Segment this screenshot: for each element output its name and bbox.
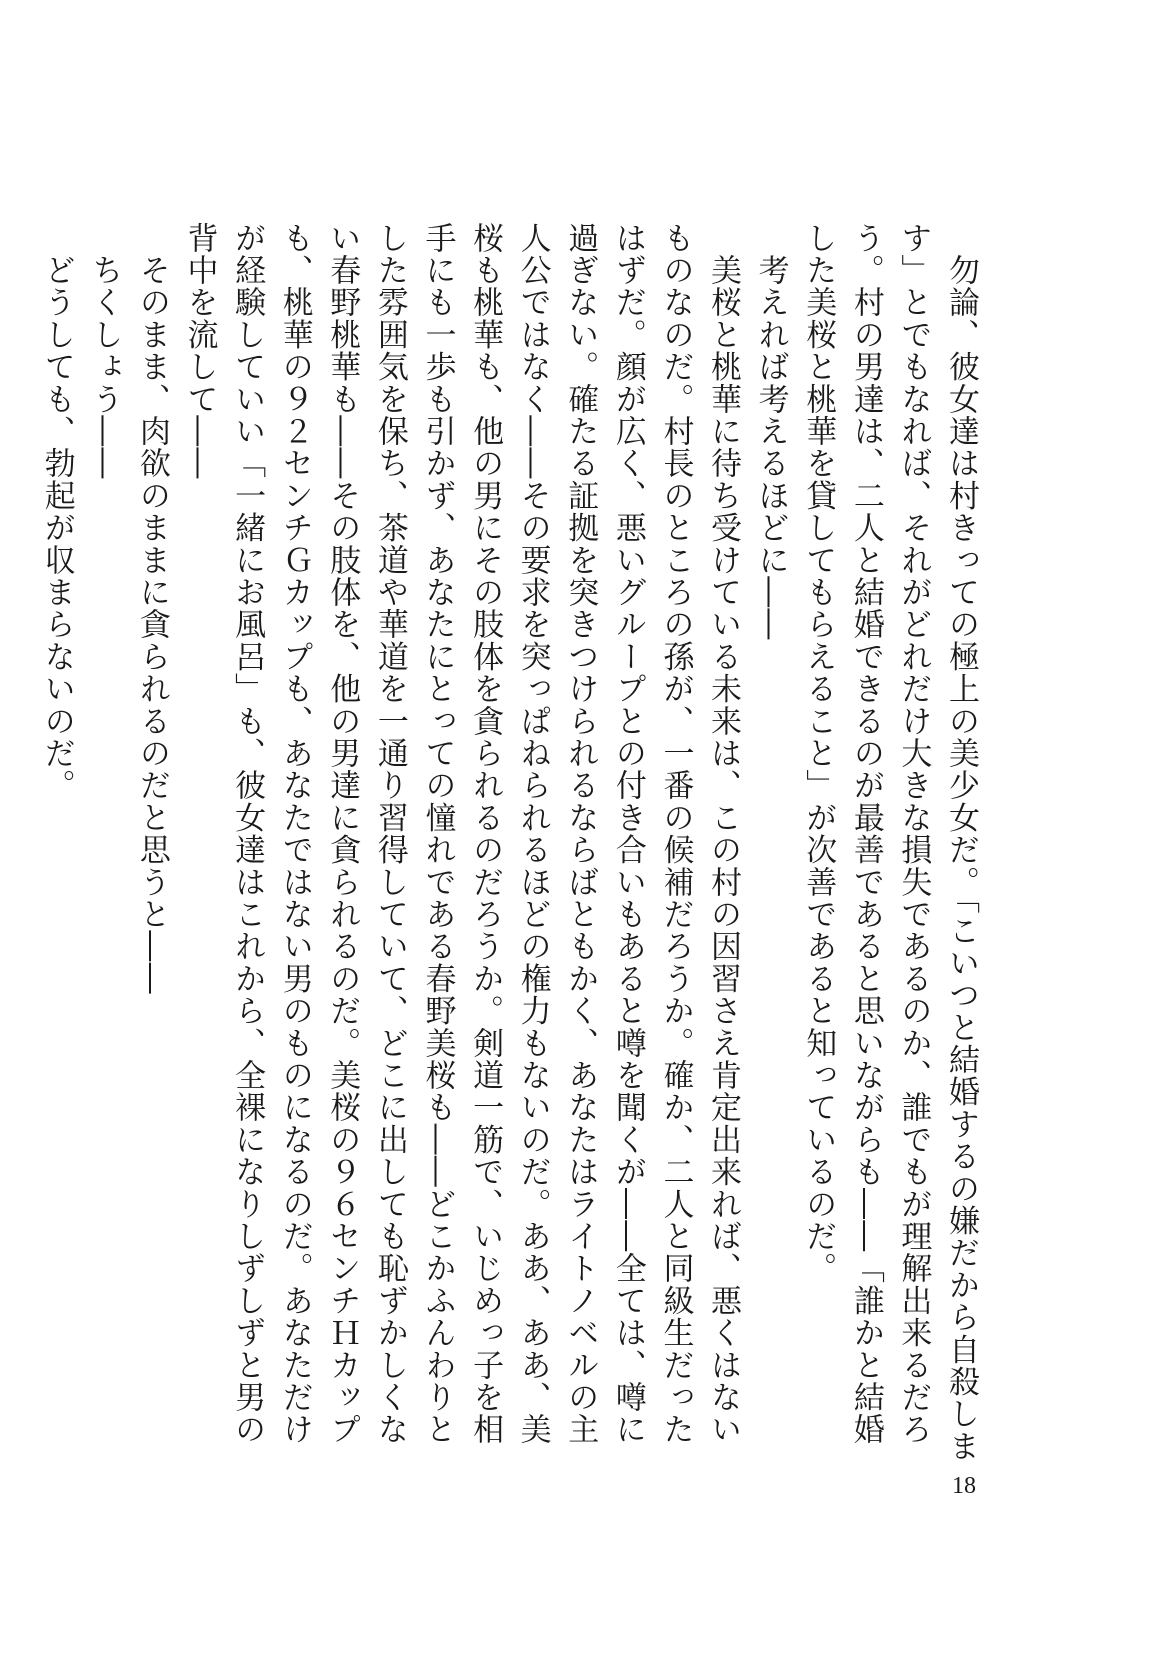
vertical-text-body xyxy=(38,222,984,1472)
paragraph-1: 勿論、彼女達は村きっての極上の美少女だ。「こいつと結婚するの嫌だから自殺します」とでもなれば、それがどれだけ大きな損失であるのか、誰でもが理解出来るだろう。村の男達は、二人と結婚できるのが最善であると思いながらも――「誰かと結婚した美桜と桃華を貸してもらえること」が次善であると知っているのだ。 xyxy=(800,222,979,1463)
paragraph-5: ちくしょう―― xyxy=(86,222,123,480)
paragraph-6: どうしても、勃起が収まらないのだ。 xyxy=(38,222,75,802)
page-number: 18 xyxy=(952,1473,976,1499)
paragraph-3: 美桜と桃華に待ち受けている未来は、この村の因習さえ肯定出来れば、悪くはないものなのだ。村長のところの孫が、一番の候補だろうか。確か、二人と同級生だったはずだ。顔が広く、悪いグループとの付き合いもあると噂を聞くが――全ては、噂に過ぎない。確たる証拠を突きつけられるならばともかく、あなたはライトノベルの主人公ではなく――その要求を突っぱねられるほどの権力もないのだ。ああ、ああ、美桜も桃華も、他の男にその肢体を貪られるのだろうか。剣道一筋で、いじめっ子を相手にも一歩も引かず、あなたにとっての憧れである春野美桜も――どこかふんわりとした雰囲気を保ち、茶道や華道を一通り習得していて、どこに出しても恥ずかしくない春野桃華も――その肢体を、他の男達に貪られるのだ。美桜の９６センチＨカップも、桃華の９２センチＧカップも、あなたではない男のものになるのだ。あなただけが経験していい「一緒にお風呂」も、彼女達はこれから、全裸になりしずしずと男の背中を流して―― xyxy=(181,222,742,1446)
paragraph-4: そのまま、肉欲のままに貪られるのだと思うと―― xyxy=(133,222,170,995)
paragraph-2: 考えれば考えるほどに―― xyxy=(752,222,789,641)
